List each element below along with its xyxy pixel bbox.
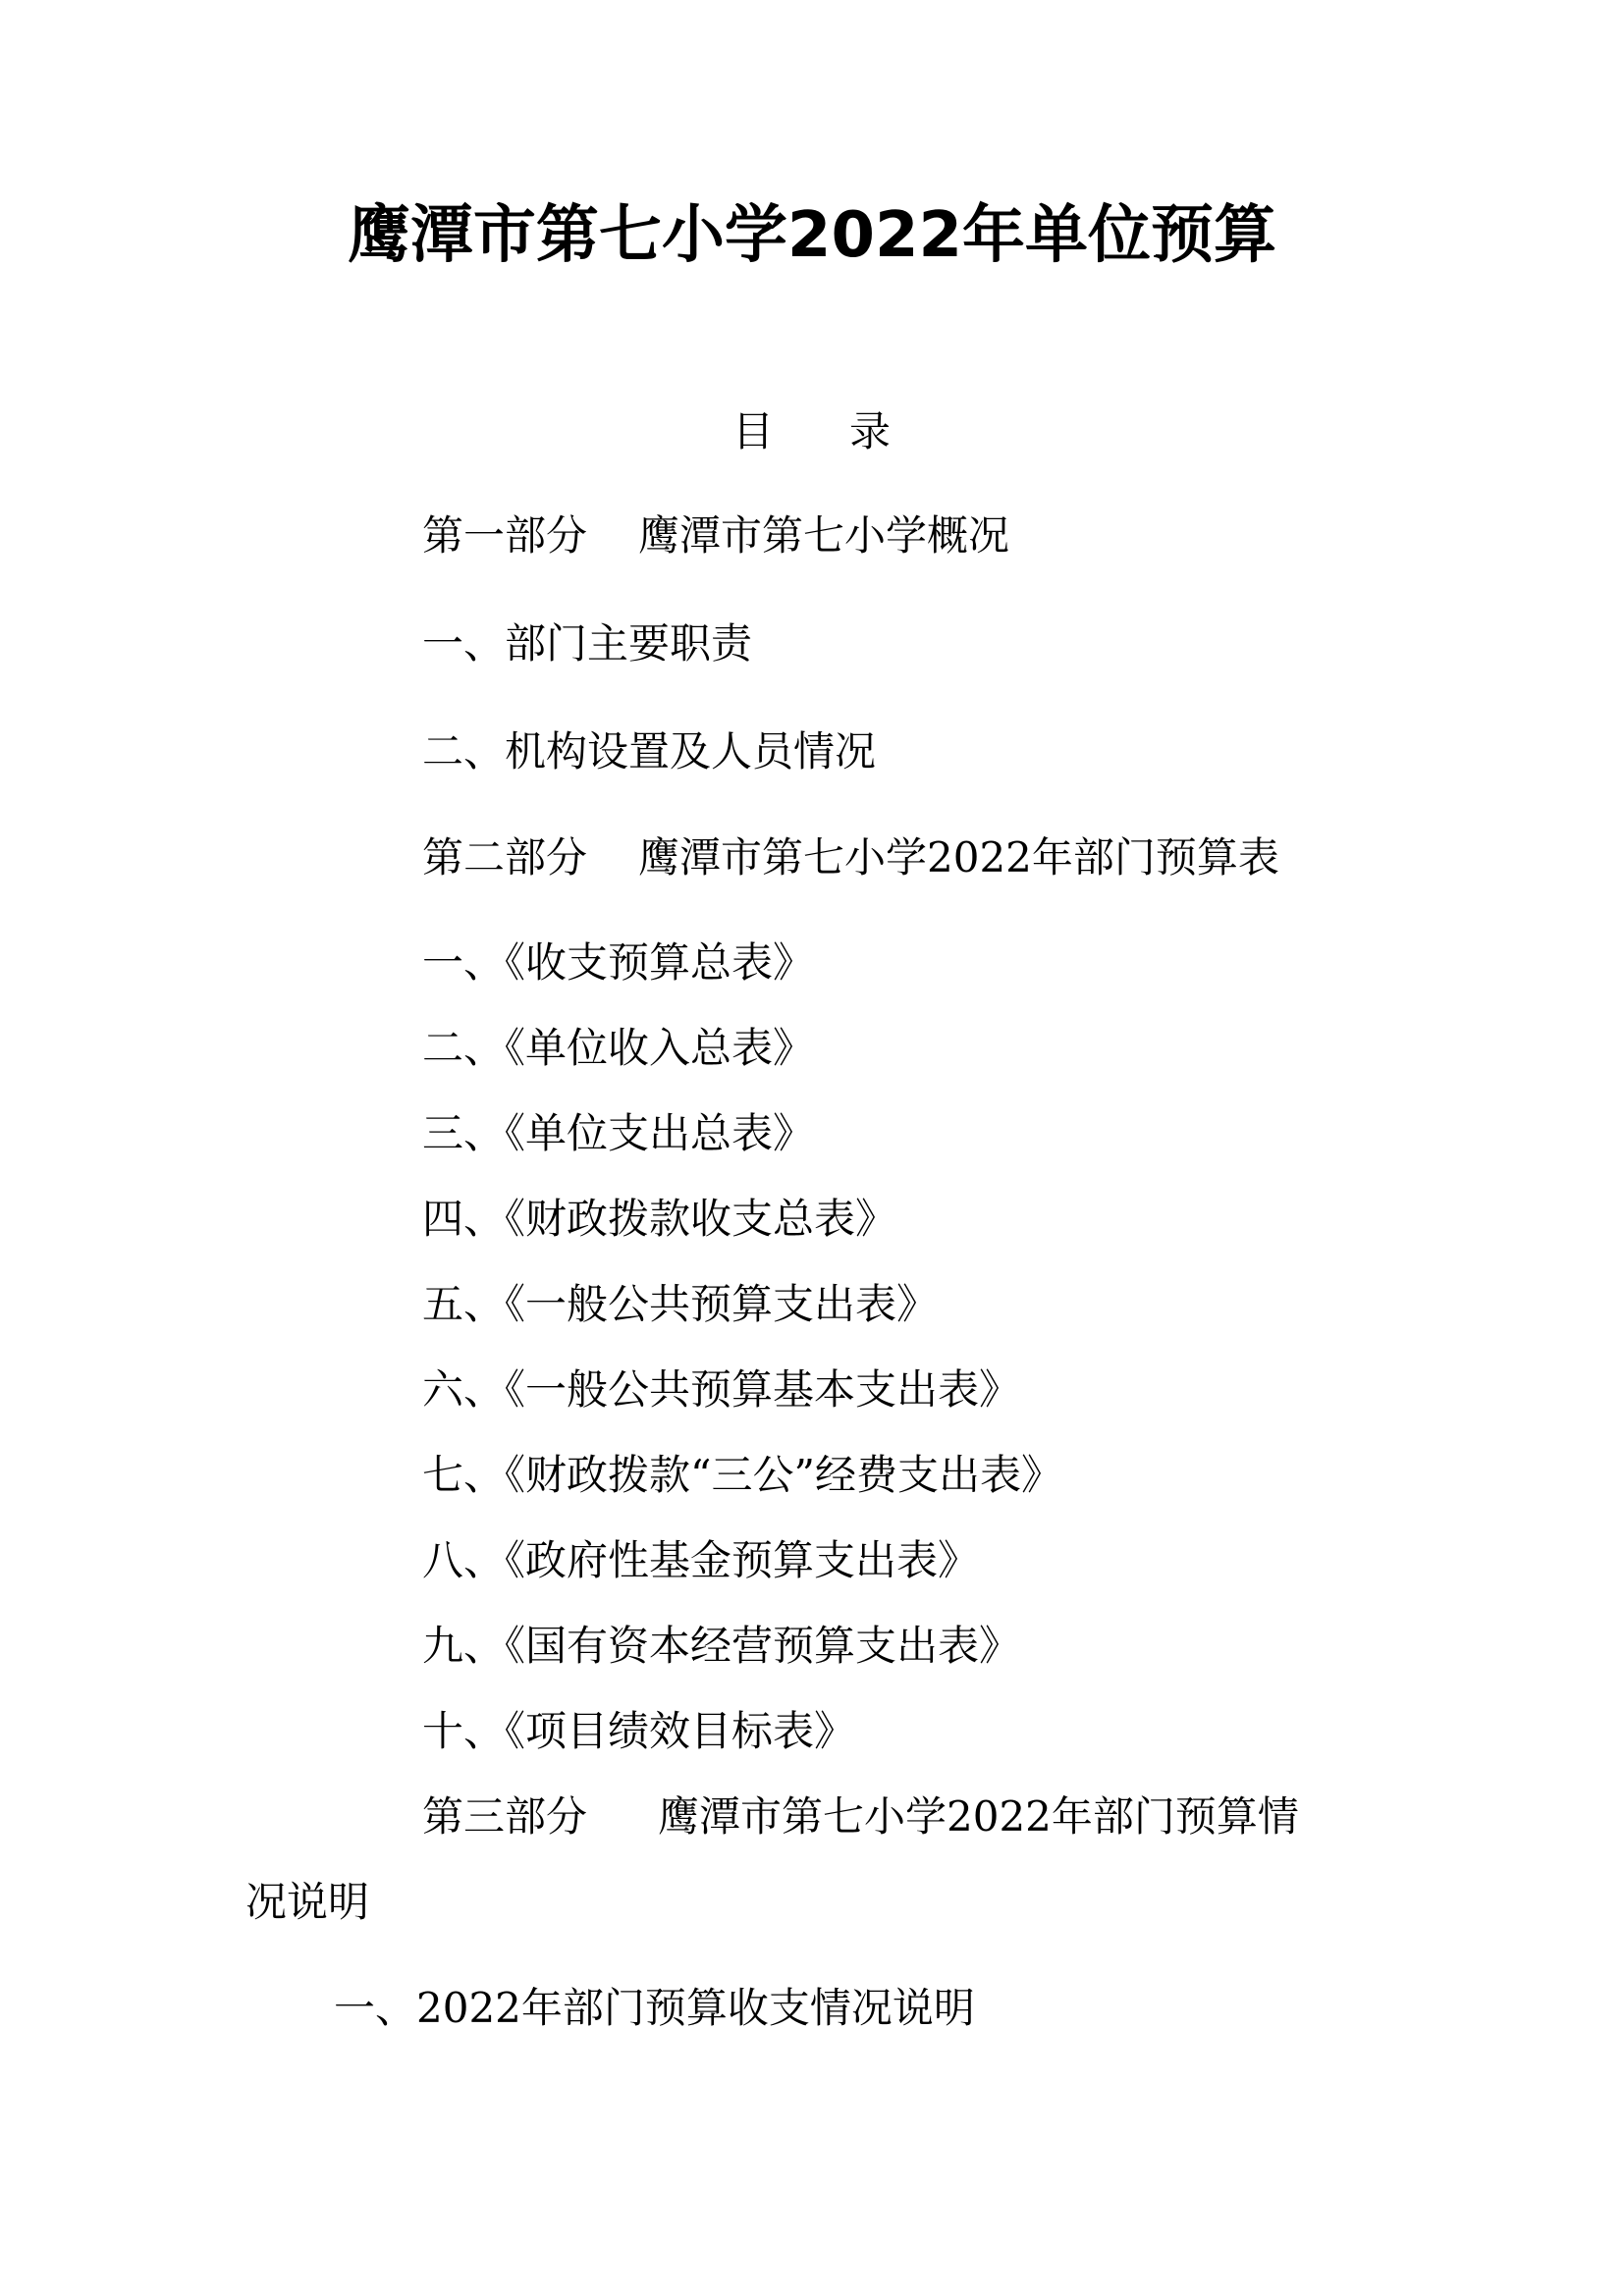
toc-part2-item-7: 七、《财政拨款“三公”经费支出表》	[422, 1451, 1062, 1499]
toc-part-2	[422, 830, 1279, 885]
toc-part-1-text: 鹰潭市第七小学概况	[638, 511, 1010, 560]
toc-part2-item-5: 五、《一般公共预算支出表》	[422, 1280, 939, 1328]
document-title: 鹰潭市第七小学2022年单位预算	[347, 199, 1277, 272]
toc-part-3-label: 第三部分	[422, 1792, 588, 1841]
toc-heading-char-1: 目	[731, 407, 775, 455]
toc-part2-item-2: 二、《单位收入总表》	[422, 1024, 815, 1072]
toc-part-3-continuation: 况说明	[245, 1878, 370, 1926]
toc-part2-item-10: 十、《项目绩效目标表》	[422, 1707, 856, 1755]
toc-part1-item-1: 一、部门主要职责	[422, 619, 753, 667]
toc-part-1-label: 第一部分	[422, 511, 588, 560]
toc-part2-item-6: 六、《一般公共预算基本支出表》	[422, 1365, 1021, 1414]
toc-part2-item-9: 九、《国有资本经营预算支出表》	[422, 1622, 1021, 1670]
toc-part-3-text: 鹰潭市第七小学2022年部门预算情	[658, 1792, 1299, 1841]
toc-part2-item-3: 三、《单位支出总表》	[422, 1109, 815, 1157]
toc-part-1	[422, 508, 1009, 563]
toc-heading-char-2: 录	[849, 407, 893, 455]
toc-part2-item-8: 八、《政府性基金预算支出表》	[422, 1536, 980, 1584]
toc-part1-item-2: 二、机构设置及人员情况	[422, 727, 877, 775]
toc-part2-item-4: 四、《财政拨款收支总表》	[422, 1195, 897, 1243]
toc-heading	[0, 404, 1624, 459]
toc-part2-item-1: 一、《收支预算总表》	[422, 938, 815, 987]
toc-part-2-text: 鹰潭市第七小学2022年部门预算表	[638, 833, 1279, 881]
toc-part3-item-1: 一、2022年部门预算收支情况说明	[334, 1984, 975, 2032]
toc-part-2-label: 第二部分	[422, 833, 588, 881]
toc-part-3	[422, 1789, 1299, 1844]
